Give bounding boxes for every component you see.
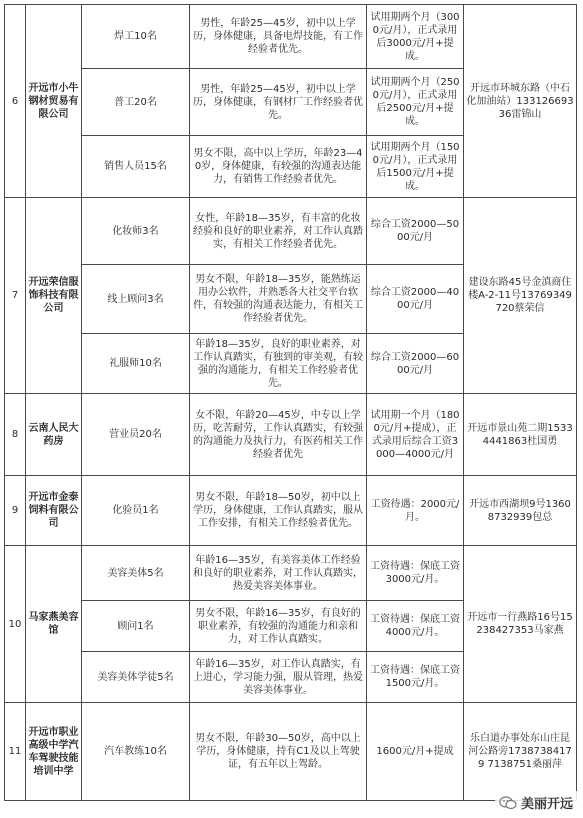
company-address: 建设东路45号金滇商住楼A-2-11号13769349720蔡荣信 xyxy=(464,198,577,394)
table-row xyxy=(5,476,577,546)
job-position: 美容美体5名 xyxy=(82,546,190,601)
job-requirement: 女性，年龄18—35岁，有丰富的化妆经验和良好的职业素养，对工作认真踏实，有相关工作经验者优先。 xyxy=(190,198,367,265)
job-position: 普工20名 xyxy=(82,69,190,136)
table-row xyxy=(5,394,577,476)
job-position: 汽车教练10名 xyxy=(82,703,190,801)
job-position: 焊工10名 xyxy=(82,5,190,69)
job-position: 顾问1名 xyxy=(82,601,190,652)
row-number: 11 xyxy=(5,703,26,801)
company-name: 开远市金泰饲料有限公司 xyxy=(26,476,82,546)
company-address: 乐白道办事处东山庄昆河公路旁17387384179 7138751桑丽萍 xyxy=(464,703,577,801)
job-salary: 综合工资2000—4000元/月 xyxy=(367,265,464,334)
job-requirement: 男女不限，高中以上学历，年龄23—40岁，身体健康，有较强的沟通表达能力，有销售工作经验者优先。 xyxy=(190,136,367,198)
job-position: 礼服师10名 xyxy=(82,334,190,394)
job-requirement: 男性，年龄25—45岁，初中以上学历，身体健康，有钢材厂工作经验者优先。 xyxy=(190,69,367,136)
job-position: 化妆师3名 xyxy=(82,198,190,265)
company-name: 马家燕美容馆 xyxy=(26,546,82,703)
table-row xyxy=(5,198,577,265)
row-number: 10 xyxy=(5,546,26,703)
job-salary: 试用期两个月（1500元/月），正式录用后1500元/月+提成。 xyxy=(367,136,464,198)
company-address: 开远市西湖坝9号13608732939包总 xyxy=(464,476,577,546)
watermark-text: 美丽开远 xyxy=(520,797,573,812)
company-name: 开远市职业高级中学汽车驾驶技能培训中学 xyxy=(26,703,82,801)
job-position: 化验员1名 xyxy=(82,476,190,546)
company-address: 开远市一行燕路16号15238427353马家燕 xyxy=(464,546,577,703)
job-requirement: 年龄18—35岁，良好的职业素养，对工作认真踏实，有独到的审美观，有较强的沟通能力，有相关工作经验者优先。 xyxy=(190,334,367,394)
table-row xyxy=(5,5,577,69)
job-salary: 综合工资2000—6000元/月 xyxy=(367,334,464,394)
job-requirement: 男女不限，年龄18—50岁，初中以上学历，身体健康，工作认真踏实，服从工作安排，有相关工作经验者优先。 xyxy=(190,476,367,546)
job-salary: 综合工资2000—5000元/月 xyxy=(367,198,464,265)
row-number: 6 xyxy=(5,5,26,198)
company-name: 开远荣信服饰科技有限公司 xyxy=(26,198,82,394)
job-requirement: 男性，年龄25—45岁，初中以上学历，身体健康，具备电焊技能，有工作经验者优先。 xyxy=(190,5,367,69)
job-position: 营业员20名 xyxy=(82,394,190,476)
table-row xyxy=(5,546,577,601)
job-position: 美容美体学徒5名 xyxy=(82,652,190,703)
job-salary: 试用期两个月（3000元/月），正式录用后3000元/月+提成。 xyxy=(367,5,464,69)
job-requirement: 男女不限，年龄18—35岁，能熟练运用办公软件，并熟悉各大社交平台软件，有较强的沟通表达能力，有相关工作经验者优先。 xyxy=(190,265,367,334)
table-row xyxy=(5,703,577,801)
company-address: 开远市环城东路（中石化加油站）13312669336雷锦山 xyxy=(464,5,577,198)
recruitment-table xyxy=(4,4,577,801)
company-name: 云南人民大药房 xyxy=(26,394,82,476)
company-address: 开远市景山苑二期15334441863杜国勇 xyxy=(464,394,577,476)
row-number: 7 xyxy=(5,198,26,394)
job-salary: 工资待遇：保底工资4000元/月。 xyxy=(367,601,464,652)
job-requirement: 女不限，年龄20—45岁，中专以上学历，吃苦耐劳，工作认真踏实，有较强的沟通能力及执行力，有医药相关工作经验者优先 xyxy=(190,394,367,476)
job-salary: 工资待遇：2000元/月。 xyxy=(367,476,464,546)
row-number: 9 xyxy=(5,476,26,546)
job-salary: 工资待遇：保底工资3000元/月。 xyxy=(367,546,464,601)
job-salary: 试用期一个月（1800元/月+提成），正式录用后综合工资3000—4000元/月 xyxy=(367,394,464,476)
job-salary: 工资待遇：保底工资1500元/月。 xyxy=(367,652,464,703)
job-requirement: 男女不限，年龄30—50岁，高中以上学历，身体健康，持有C1及以上驾驶证，有五年以上驾龄。 xyxy=(190,703,367,801)
company-name: 开远市小牛钢材贸易有限公司 xyxy=(26,5,82,198)
row-number: 8 xyxy=(5,394,26,476)
job-requirement: 年龄16—35岁，有美容美体工作经验和良好的职业素养，对工作认真踏实，热爱美容美体事业。 xyxy=(190,546,367,601)
wechat-icon xyxy=(499,796,517,810)
job-requirement: 年龄16—35岁，对工作认真踏实，有上进心，学习能力强，服从管理，热爱美容美体事业。 xyxy=(190,652,367,703)
job-position: 销售人员15名 xyxy=(82,136,190,198)
job-position: 线上顾问3名 xyxy=(82,265,190,334)
job-salary: 试用期两个月（2500元/月），正式录用后2500元/月+提成。 xyxy=(367,69,464,136)
job-salary: 1600元/月+提成 xyxy=(367,703,464,801)
job-requirement: 男女不限，年龄16—35岁，有良好的职业素养，有较强的沟通能力和亲和力，对工作认真踏实。 xyxy=(190,601,367,652)
watermark xyxy=(495,791,577,814)
